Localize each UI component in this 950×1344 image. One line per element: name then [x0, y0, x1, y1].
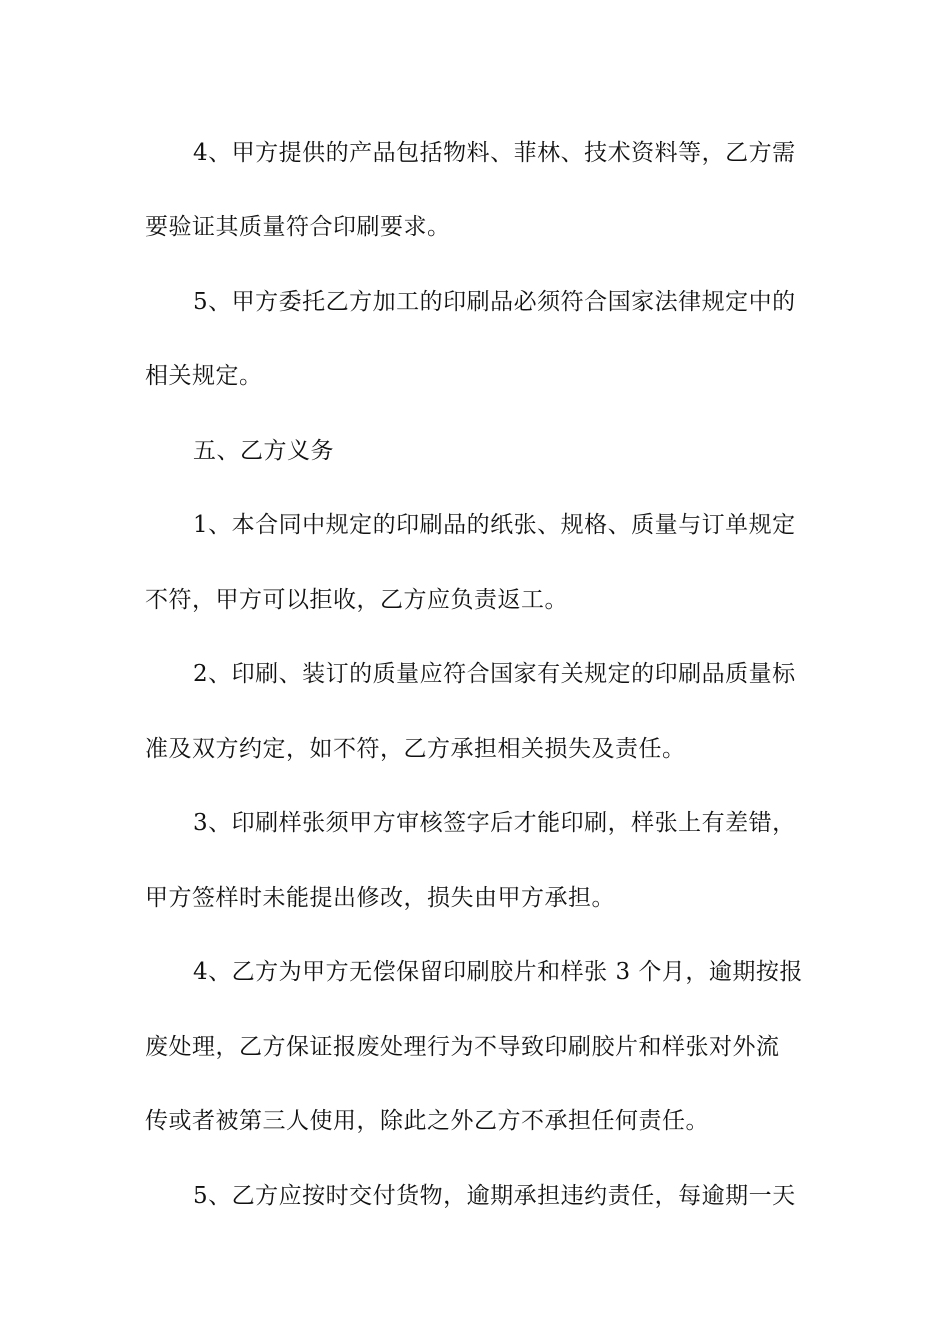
obligation-1-line-2: 不符，甲方可以拒收，乙方应负责返工。: [145, 587, 568, 613]
section-heading: 五、乙方义务: [193, 438, 334, 464]
obligation-4-line-3: 传或者被第三人使用，除此之外乙方不承担任何责任。: [145, 1108, 709, 1134]
obligation-1-line-1: 1、本合同中规定的印刷品的纸张、规格、质量与订单规定: [193, 512, 796, 538]
obligation-3-line-1: 3、印刷样张须甲方审核签字后才能印刷，样张上有差错，: [193, 810, 796, 836]
paragraph-5-line-2: 相关规定。: [145, 363, 263, 389]
obligation-5-line-1: 5、乙方应按时交付货物，逾期承担违约责任，每逾期一天: [193, 1183, 796, 1209]
obligation-4-line-1: 4、乙方为甲方无偿保留印刷胶片和样张 3 个月，逾期按报: [193, 959, 803, 985]
paragraph-4-line-1: 4、甲方提供的产品包括物料、菲林、技术资料等，乙方需: [193, 140, 796, 166]
obligation-4-line-2: 废处理，乙方保证报废处理行为不导致印刷胶片和样张对外流: [145, 1034, 780, 1060]
obligation-3-line-2: 甲方签样时未能提出修改，损失由甲方承担。: [145, 885, 615, 911]
paragraph-4-line-2: 要验证其质量符合印刷要求。: [145, 214, 451, 240]
obligation-2-line-2: 准及双方约定，如不符，乙方承担相关损失及责任。: [145, 736, 686, 762]
obligation-2-line-1: 2、印刷、装订的质量应符合国家有关规定的印刷品质量标: [193, 661, 796, 687]
paragraph-5-line-1: 5、甲方委托乙方加工的印刷品必须符合国家法律规定中的: [193, 289, 796, 315]
